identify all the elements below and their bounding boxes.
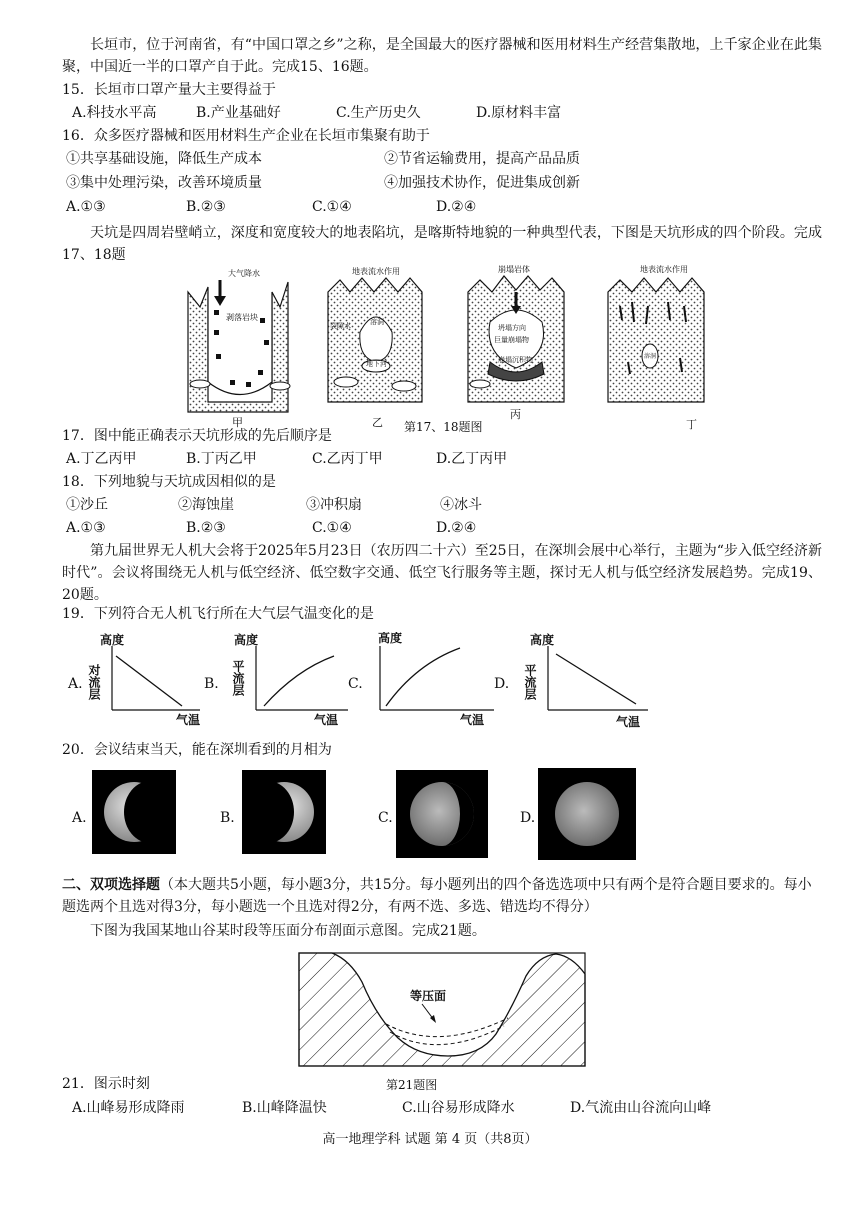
- q16-item-3: ③集中处理污染，改善环境质量: [66, 175, 262, 191]
- q19-graph-b[interactable]: [204, 632, 348, 727]
- panel-ding-label-cave: 溶洞: [644, 353, 657, 360]
- q15-option-c[interactable]: C.生产历史久: [336, 105, 421, 121]
- intro-19-20: 第九届世界无人机大会将于2025年5月23日（农历四二十六）至25日，在深圳会展中心举行，主题为“步入低空经济新时代”。会议将围绕无人机与低空经济、低空数字交通、低空飞行服务等主题，探讨无人机与低空经济发展趋势。完成19、20题。: [62, 543, 822, 603]
- moon-gibbous-icon: [396, 770, 488, 858]
- q19-graph-a-layer: 对流层: [87, 664, 101, 700]
- q19-graph-c-y: 高度: [378, 632, 403, 645]
- fig-21-caption: 第21题图: [386, 1078, 438, 1092]
- intro-21: 下图为我国某地山谷某时段等压面分布剖面示意图。完成21题。: [90, 923, 486, 939]
- q17-option-d[interactable]: D.乙丁丙甲: [436, 451, 508, 467]
- section2-desc: （本大题共5小题，每小题3分，共15分。每小题列出的四个备选选项中只有两个是符合题目要求的。每小题选两个且选对得3分，每小题选一个且选对得2分，有两不选、多选、错选均不得分）: [62, 877, 812, 915]
- q19-graph-d-layer: 平流层: [523, 664, 537, 700]
- panel-yi-id: 乙: [372, 416, 383, 429]
- q19-stem: 19．下列符合无人机飞行所在大气层气温变化的是: [62, 606, 374, 622]
- panel-yi-label-cave: 溶洞: [370, 318, 384, 326]
- panel-yi: [328, 278, 422, 402]
- q21-option-a[interactable]: A.山峰易形成降雨: [72, 1100, 185, 1116]
- q19-graph-c-letter: C.: [348, 676, 363, 692]
- panel-jia-id: 甲: [232, 416, 243, 429]
- q17-stem: 17．图中能正确表示天坑形成的先后顺序是: [62, 428, 332, 444]
- isobar-label: 等压面: [410, 989, 447, 1003]
- q17-option-a[interactable]: A.丁乙丙甲: [66, 451, 137, 467]
- fig-17-18-caption: 第17、18题图: [404, 420, 483, 434]
- panel-ding-id: 丁: [686, 418, 697, 431]
- panel-bing-id: 丙: [510, 408, 521, 421]
- panel-bing-label-debris: 巨量崩塌物: [494, 336, 529, 344]
- q18-item-1: ①沙丘: [66, 497, 108, 513]
- q17-option-c[interactable]: C.乙丙丁甲: [312, 451, 383, 467]
- q19-graph-d[interactable]: [494, 632, 648, 728]
- q15-option-b[interactable]: B.产业基础好: [196, 105, 281, 121]
- panel-jia-label-rain: 大气降水: [228, 269, 260, 278]
- q21-stem: 21．图示时刻: [62, 1076, 150, 1092]
- q16-item-2: ②节省运输费用，提高产品品质: [384, 151, 580, 167]
- section2-heading: [62, 874, 822, 918]
- moon-phase-a[interactable]: [92, 770, 176, 854]
- q21-option-c[interactable]: C.山谷易形成降水: [402, 1100, 515, 1116]
- panel-jia-label-blocks: 剥落岩块: [226, 313, 258, 322]
- q18-option-b[interactable]: B.②③: [186, 520, 226, 536]
- q19-graph-a-y: 高度: [100, 633, 125, 647]
- panel-jia: [188, 280, 290, 412]
- q20-option-c[interactable]: C.: [378, 810, 393, 826]
- intro-17-18: 天坑是四周岩壁峭立，深度和宽度较大的地表陷坑，是喀斯特地貌的一种典型代表，下图是天坑形成的四个阶段。完成17、18题: [62, 225, 822, 263]
- q19-graph-c-x: 气温: [460, 713, 485, 727]
- q16-stem: 16．众多医疗器械和医用材料生产企业在长垣市集聚有助于: [62, 128, 430, 144]
- q20-option-b[interactable]: B.: [220, 810, 235, 826]
- q19-graph-b-y: 高度: [234, 633, 259, 647]
- q18-option-d[interactable]: D.②④: [436, 520, 477, 536]
- moon-phase-b[interactable]: [242, 770, 326, 854]
- q19-graph-c[interactable]: [348, 632, 494, 727]
- q15-option-d[interactable]: D.原材料丰富: [476, 105, 562, 121]
- q18-option-c[interactable]: C.①④: [312, 520, 352, 536]
- q15-option-a[interactable]: A.科技水平高: [72, 105, 157, 121]
- q18-stem: 18．下列地貌与天坑成因相似的是: [62, 474, 276, 490]
- q21-option-d[interactable]: D.气流由山谷流向山峰: [570, 1100, 712, 1116]
- q19-graph-a-letter: A.: [68, 676, 83, 692]
- q16-item-4: ④加强技术协作，促进集成创新: [384, 175, 580, 191]
- q18-option-a[interactable]: A.①③: [66, 520, 106, 536]
- q16-option-a[interactable]: A.①③: [66, 199, 106, 215]
- intro-15-16: 长垣市，位于河南省，有“中国口罩之乡”之称，是全国最大的医疗器械和医用材料生产经营集散地，上千家企业在此集聚，中国近一半的口罩产自于此。完成15、16题。: [62, 37, 822, 75]
- panel-yi-label-fissure: 裂隙水: [330, 322, 351, 330]
- q19-graph-b-layer: 平流层: [231, 660, 245, 696]
- moon-phase-c[interactable]: [396, 770, 488, 858]
- q19-graph-d-letter: D.: [494, 676, 510, 692]
- q18-item-2: ②海蚀崖: [178, 497, 234, 513]
- q20-stem: 20．会议结束当天，能在深圳看到的月相为: [62, 742, 332, 758]
- q18-item-3: ③冲积扇: [306, 497, 362, 513]
- panel-ding-label-surface: 地表流水作用: [640, 265, 688, 274]
- q19-graphs: [64, 632, 664, 728]
- q21-option-b[interactable]: B.山峰降温快: [242, 1100, 327, 1116]
- q20-option-d[interactable]: D.: [520, 810, 536, 826]
- q19-graph-a[interactable]: [67, 632, 200, 727]
- moon-phase-d[interactable]: [538, 768, 636, 860]
- q19-graph-d-y: 高度: [530, 633, 555, 647]
- q19-graph-b-letter: B.: [204, 676, 219, 692]
- q16-item-1: ①共享基础设施，降低生产成本: [66, 151, 262, 167]
- panel-bing-label-rock: 崩塌岩体: [498, 265, 530, 274]
- tiankeng-figure: [180, 262, 740, 432]
- q19-graph-a-x: 气温: [176, 713, 201, 727]
- moon-full-icon: [538, 768, 636, 860]
- q19-graph-d-x: 气温: [616, 715, 641, 728]
- panel-yi-label-river: 地下河: [366, 360, 387, 368]
- q16-option-b[interactable]: B.②③: [186, 199, 226, 215]
- q15-stem: 15．长垣市口罩产量大主要得益于: [62, 82, 276, 98]
- q17-option-b[interactable]: B.丁丙乙甲: [186, 451, 257, 467]
- panel-bing-label-direction: 坍塌方向: [498, 324, 526, 332]
- panel-bing-label-deposit: 崩塌沉积物: [498, 356, 533, 364]
- panel-ding: [608, 278, 704, 402]
- q19-graph-b-x: 气温: [314, 713, 339, 727]
- q18-item-4: ④冰斗: [440, 497, 482, 513]
- panel-yi-label-surface: 地表流水作用: [352, 267, 400, 276]
- valley-isobar-figure: [298, 952, 586, 1068]
- q16-option-d[interactable]: D.②④: [436, 199, 477, 215]
- page-footer: 高一地理学科 试题 第 4 页（共8页）: [322, 1132, 538, 1147]
- q16-option-c[interactable]: C.①④: [312, 199, 352, 215]
- moon-crescent-icon: [242, 770, 326, 854]
- q20-option-a[interactable]: A.: [72, 810, 87, 826]
- moon-crescent-icon: [92, 770, 176, 854]
- section2-title: 二、双项选择题: [62, 877, 160, 893]
